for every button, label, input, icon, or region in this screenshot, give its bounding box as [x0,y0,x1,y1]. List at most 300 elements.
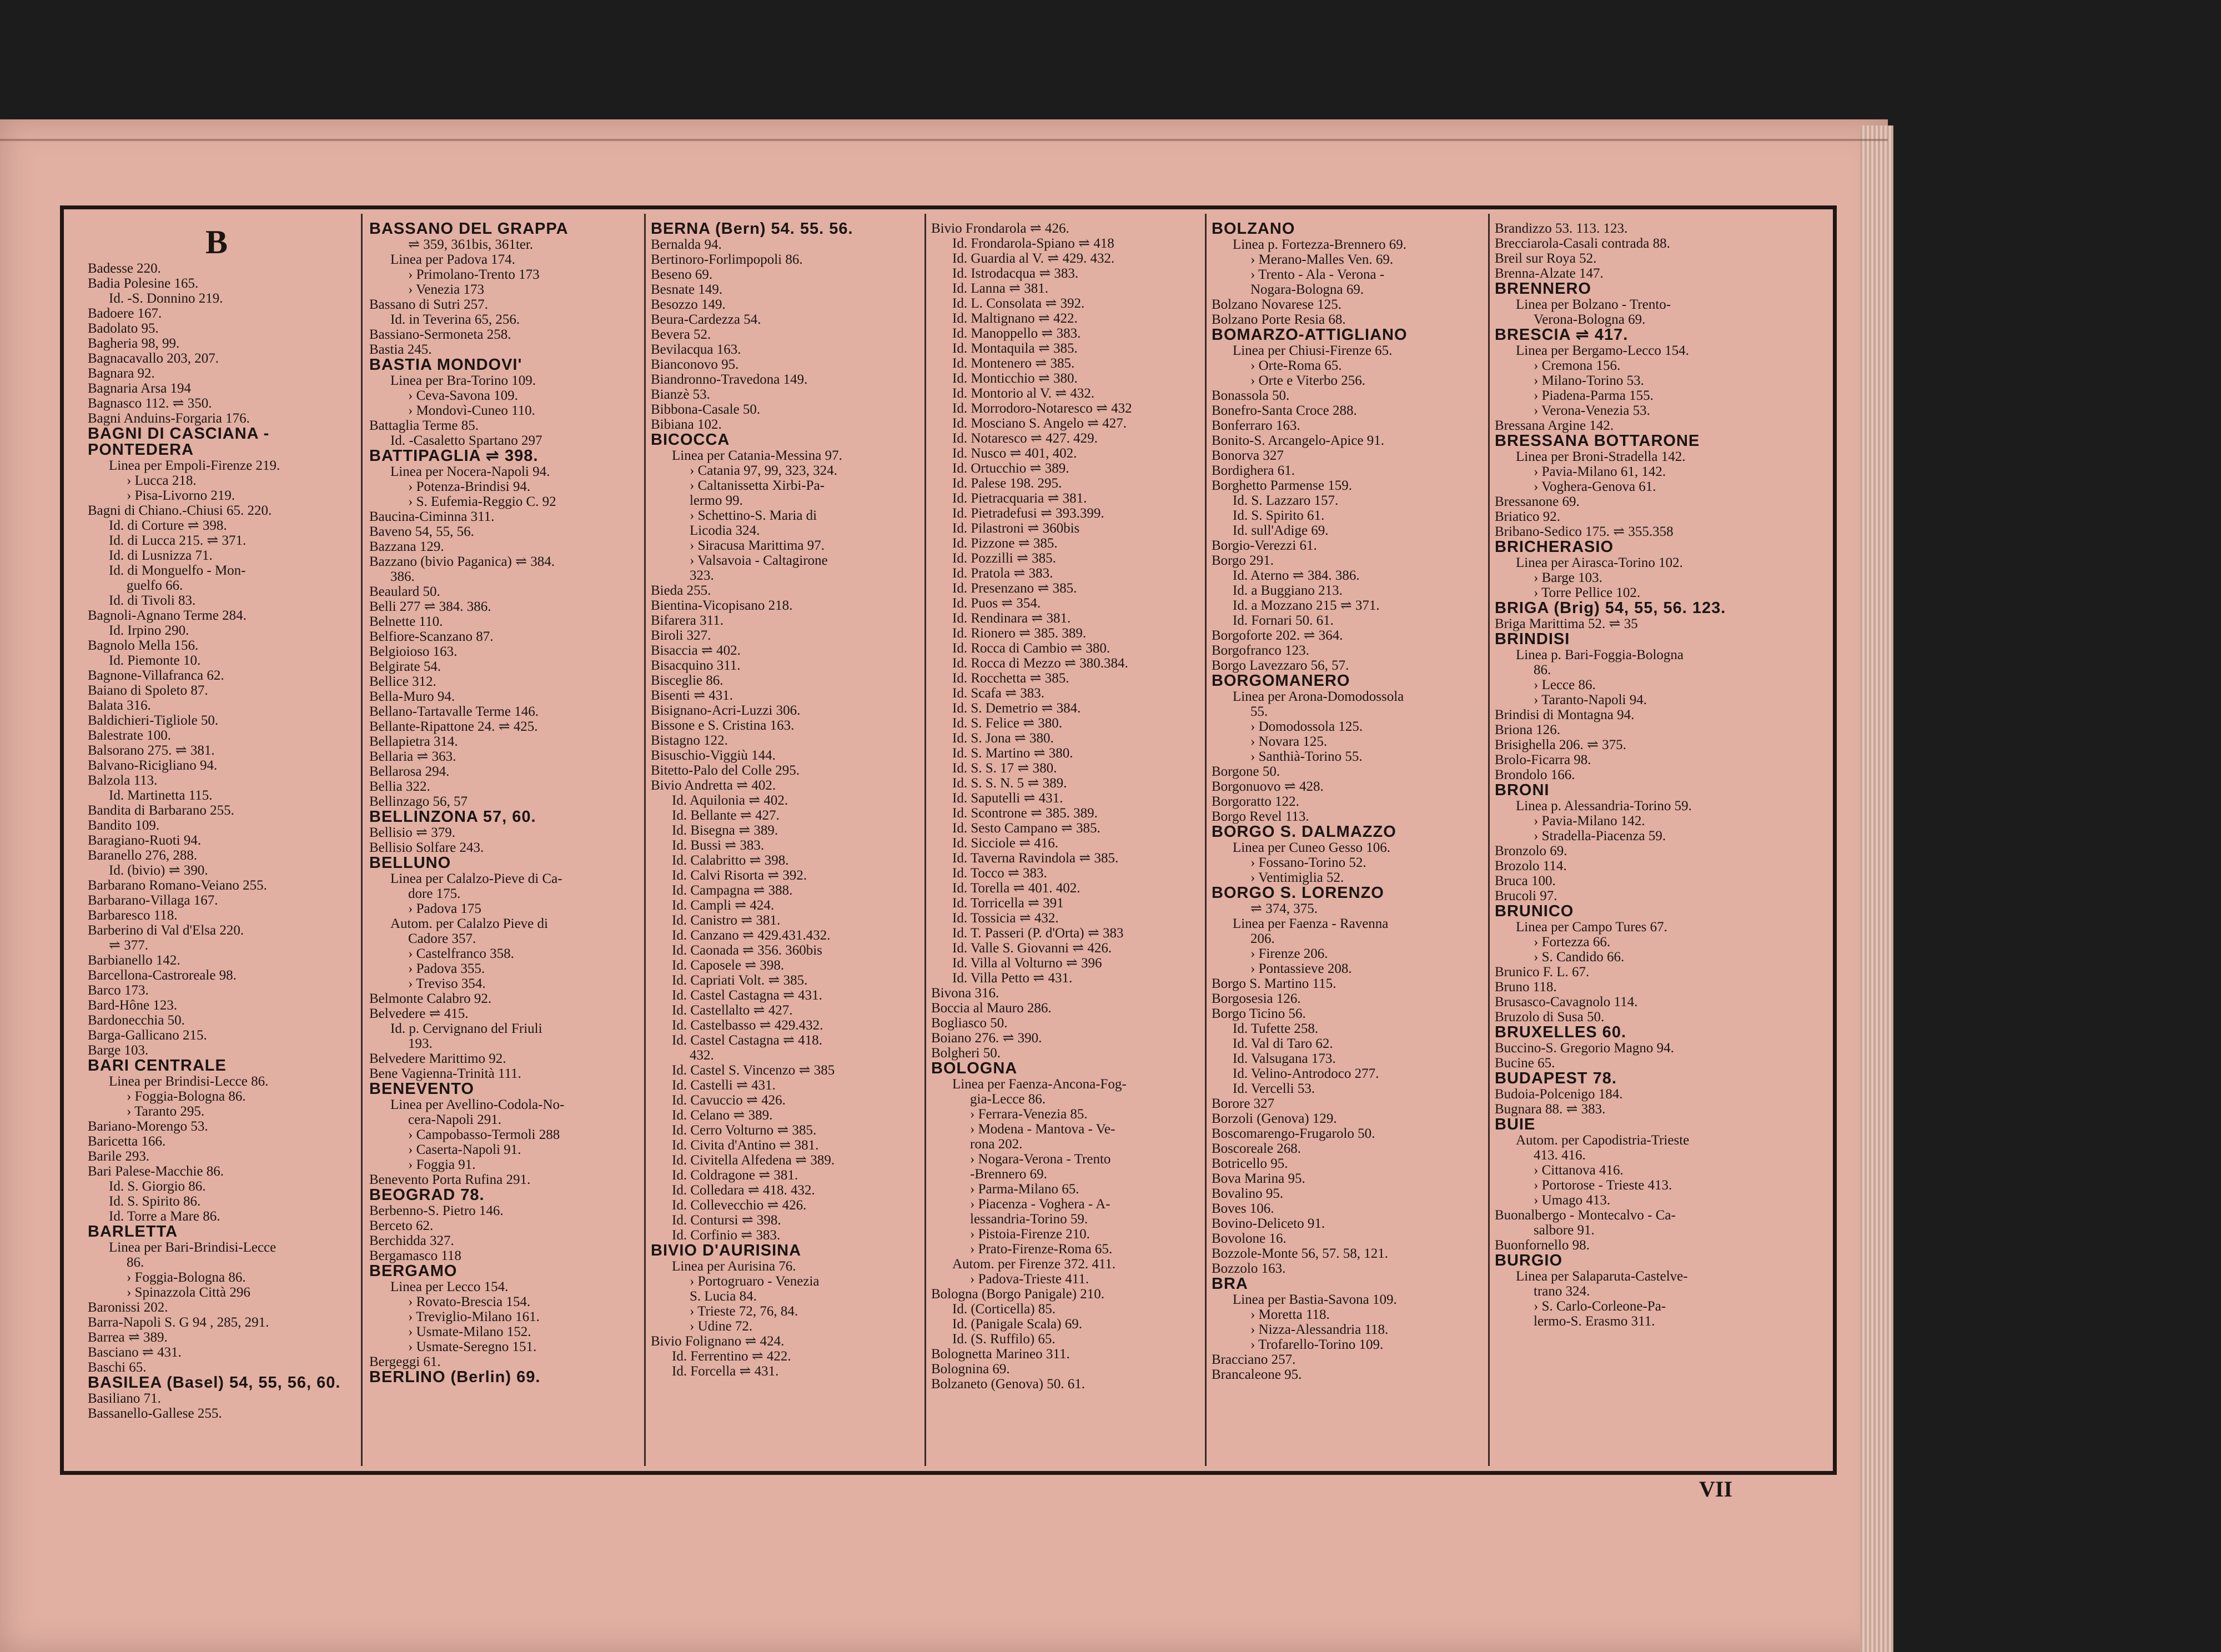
index-entry: › Campobasso-Termoli 288 [408,1127,560,1142]
index-entry: › Novara 125. [1250,734,1328,749]
index-entry: Barcellona-Castroreale 98. [88,968,237,983]
index-entry: Bagnasco 112. ⇌ 350. [88,396,212,411]
index-entry: Id. di Monguelfo - Mon- [109,563,246,578]
index-entry: Bergamasco 118 [369,1248,461,1263]
index-entry: Verona-Bologna 69. [1534,312,1646,327]
index-entry: › Taranto-Napoli 94. [1534,692,1647,707]
index-entry: Id. Pilastroni ⇌ 360bis [952,521,1080,536]
index-entry: › Modena - Mantova - Ve- [970,1122,1115,1137]
index-heading: BORGOMANERO [1212,673,1350,689]
index-entry: › Fossano-Torino 52. [1250,855,1366,870]
index-entry: Bivio Folignano ⇌ 424. [651,1334,785,1349]
index-entry: Nogara-Bologna 69. [1250,282,1364,297]
index-entry: 432. [690,1048,714,1063]
index-entry: Bassanello-Gallese 255. [88,1406,222,1421]
index-entry: Bivio Frondarola ⇌ 426. [931,221,1069,236]
index-entry: Id. Presenzano ⇌ 385. [952,581,1077,596]
index-entry: Id. Castel Castagna ⇌ 418. [672,1033,822,1048]
index-entry: Bissone e S. Cristina 163. [651,718,795,733]
index-entry: Bard-Hône 123. [88,998,178,1013]
index-entry: Baronissi 202. [88,1300,168,1315]
index-entry: Barbaresco 118. [88,908,178,923]
index-heading: BERLINO (Berlin) 69. [369,1369,541,1385]
index-entry: Linea per Bolzano - Trento- [1516,297,1671,312]
index-entry: lermo 99. [690,493,743,508]
page-top-rule [0,139,1888,141]
index-heading: BRONI [1495,782,1550,799]
index-entry: › Usmate-Seregno 151. [408,1339,537,1354]
index-entry: Boccia al Mauro 286. [931,1001,1052,1016]
index-entry: ⇌ 377. [109,938,148,953]
index-entry: Id. Taverna Ravindola ⇌ 385. [952,851,1119,866]
index-entry: Id. S. Lazzaro 157. [1233,493,1339,508]
index-entry: Id. -Casaletto Spartano 297 [390,433,542,448]
index-entry: Brancaleone 95. [1212,1367,1302,1382]
index-entry: Id. Villa Petto ⇌ 431. [952,971,1073,986]
index-entry: Id. Castel Castagna ⇌ 431. [672,988,822,1003]
index-entry: Linea per Salaparuta-Castelve- [1516,1269,1688,1284]
index-entry: Budoia-Polcenigo 184. [1495,1087,1623,1102]
index-entry: Biroli 327. [651,628,711,643]
index-entry: lessandria-Torino 59. [970,1212,1088,1227]
index-entry: Brolo-Ficarra 98. [1495,752,1591,767]
index-entry: trano 324. [1534,1284,1590,1299]
index-heading: BRINDISI [1495,631,1570,647]
index-heading: BASSANO DEL GRAPPA [369,221,569,237]
index-entry: Id. (Corticella) 85. [952,1302,1056,1317]
index-entry: Linea per Cuneo Gesso 106. [1233,840,1390,855]
index-entry: Autom. per Firenze 372. 411. [952,1257,1116,1272]
index-entry: Barco 173. [88,983,149,998]
index-entry: Bugnara 88. ⇌ 383. [1495,1102,1606,1117]
index-entry: Id. Cerro Volturno ⇌ 385. [672,1123,817,1138]
index-entry: rona 202. [970,1137,1023,1152]
index-entry: › Lecce 86. [1534,677,1596,692]
index-entry: Id. Civita d'Antino ⇌ 381. [672,1138,819,1153]
index-entry: S. Lucia 84. [690,1289,757,1304]
index-entry: Badia Polesine 165. [88,276,199,291]
index-entry: Bernalda 94. [651,237,722,252]
index-entry: 386. [390,569,415,584]
index-heading: BERGAMO [369,1263,458,1279]
index-entry: Linea per Padova 174. [390,252,515,267]
index-entry: › Parma-Milano 65. [970,1182,1079,1197]
index-entry: Id. Sesto Campano ⇌ 385. [952,821,1101,836]
index-entry: › Pisa-Livorno 219. [127,488,235,503]
index-entry: Bolognetta Marineo 311. [931,1347,1070,1362]
index-entry: Bertinoro-Forlimpopoli 86. [651,252,803,267]
index-entry: Borgofranco 123. [1212,643,1309,658]
index-entry: Bolzano Porte Resia 68. [1212,312,1346,327]
index-entry: Borgo 291. [1212,553,1274,568]
index-entry: Boscoreale 268. [1212,1141,1302,1156]
index-entry: Bazzana 129. [369,539,444,554]
index-entry: › Firenze 206. [1250,946,1328,961]
index-heading: BRUXELLES 60. [1495,1025,1626,1041]
index-entry: Bozzole-Monte 56, 57. 58, 121. [1212,1246,1389,1261]
index-entry: › Ventimiglia 52. [1250,870,1344,885]
column-separator [361,214,363,1466]
index-entry: › Castelfranco 358. [408,946,514,961]
index-entry: Bucine 65. [1495,1056,1555,1071]
index-entry: Id. T. Passeri (P. d'Orta) ⇌ 383 [952,926,1124,941]
index-entry: Beaulard 50. [369,584,440,599]
index-entry: Beura-Cardezza 54. [651,312,761,327]
index-entry: Brandizzo 53. 113. 123. [1495,221,1628,236]
index-column-4 [931,221,1203,1465]
index-entry: Bagni di Chiano.-Chiusi 65. 220. [88,503,272,518]
index-entry: Briatico 92. [1495,509,1561,524]
index-entry: Belvedere Marittimo 92. [369,1051,506,1066]
index-entry: Buonfornello 98. [1495,1238,1590,1253]
index-entry: 86. [127,1255,144,1270]
index-entry: Bova Marina 95. [1212,1171,1305,1186]
index-entry: ⇌ 359, 361bis, 361ter. [408,237,534,252]
index-entry: › Milano-Torino 53. [1534,373,1644,388]
index-entry: Baricetta 166. [88,1134,166,1149]
index-entry: › Ceva-Savona 109. [408,388,518,403]
index-entry: Id. in Teverina 65, 256. [390,312,520,327]
index-entry: Id. S. Giorgio 86. [109,1179,206,1194]
index-entry: Id. Frondarola-Spiano ⇌ 418 [952,236,1114,251]
index-entry: Brozolo 114. [1495,858,1567,873]
index-entry: Id. Mosciano S. Angelo ⇌ 427. [952,416,1127,431]
index-entry: Id. Civitella Alfedena ⇌ 389. [672,1153,835,1168]
index-entry: Id. Ferrentino ⇌ 422. [672,1349,791,1364]
index-entry: › Trieste 72, 76, 84. [690,1304,798,1319]
index-entry: Baragiano-Ruoti 94. [88,833,202,848]
index-entry: Bellaria ⇌ 363. [369,749,456,764]
index-entry: Besozzo 149. [651,297,726,312]
index-heading: BUDAPEST 78. [1495,1071,1617,1087]
index-entry: Id. Monticchio ⇌ 380. [952,371,1078,386]
section-letter: B [205,224,228,260]
index-entry: Boves 106. [1212,1201,1274,1216]
index-entry: › Rovato-Brescia 154. [408,1294,531,1309]
index-entry: Id. Castelli ⇌ 431. [672,1078,776,1093]
index-entry: Id. Colledara ⇌ 418. 432. [672,1183,815,1198]
index-entry: Bellia 322. [369,779,430,794]
index-entry: Id. Scontrone ⇌ 385. 389. [952,806,1098,821]
index-entry: Id. Calabritto ⇌ 398. [672,853,789,868]
index-heading: BIVIO D'AURISINA [651,1243,802,1259]
index-entry: › Spinazzola Città 296 [127,1285,250,1300]
index-entry: › Foggia-Bologna 86. [127,1270,246,1285]
index-heading: BATTIPAGLIA ⇌ 398. [369,448,539,464]
index-entry: Bibbona-Casale 50. [651,402,761,417]
index-entry: Borgio-Verezzi 61. [1212,538,1317,553]
index-entry: Id. Torricella ⇌ 391 [952,896,1064,911]
index-entry: Bonito-S. Arcangelo-Apice 91. [1212,433,1385,448]
index-entry: Linea per Avellino-Codola-No- [390,1097,565,1112]
index-entry: › Trofarello-Torino 109. [1250,1337,1384,1352]
index-entry: Id. Pozzilli ⇌ 385. [952,551,1056,566]
index-entry: 86. [1534,662,1551,677]
index-entry: Brucoli 97. [1495,888,1557,903]
index-entry: Bellano-Tartavalle Terme 146. [369,704,539,719]
index-entry: Borore 327 [1212,1096,1275,1111]
index-entry: Baranello 276, 288. [88,848,198,863]
index-entry: Id. Ortucchio ⇌ 389. [952,461,1069,476]
index-entry: Id. Pietradefusi ⇌ 393.399. [952,506,1104,521]
index-entry: Borgosesia 126. [1212,991,1301,1006]
index-entry: › Nizza-Alessandria 118. [1250,1322,1389,1337]
index-entry: › Prato-Firenze-Roma 65. [970,1242,1113,1257]
index-entry: Barile 293. [88,1149,150,1164]
index-entry: › Schettino-S. Maria di [690,508,817,523]
index-entry: › Padova 355. [408,961,485,976]
index-entry: Barbarano-Villaga 167. [88,893,218,908]
index-entry: Id. Pietracquaria ⇌ 381. [952,491,1087,506]
index-entry: Id. S. S. N. 5 ⇌ 389. [952,776,1067,791]
index-entry: Id. Morrodoro-Notaresco ⇌ 432 [952,401,1132,416]
index-entry: lermo-S. Erasmo 311. [1534,1314,1655,1329]
index-entry: Badesse 220. [88,261,161,276]
index-entry: Linea per Faenza - Ravenna [1233,916,1389,931]
index-entry: Berbenno-S. Pietro 146. [369,1203,504,1218]
index-entry: Bergeggi 61. [369,1354,441,1369]
index-entry: Id. Montaquila ⇌ 385. [952,341,1078,356]
index-entry: Bellapietra 314. [369,734,458,749]
index-entry: Id. Istrodacqua ⇌ 383. [952,266,1079,281]
index-entry: Linea per Calalzo-Pieve di Ca- [390,871,562,886]
index-entry: Bella-Muro 94. [369,689,455,704]
index-entry: Linea p. Alessandria-Torino 59. [1516,799,1692,814]
index-heading: BOMARZO-ATTIGLIANO [1212,327,1408,343]
index-entry: Bandita di Barbarano 255. [88,803,234,818]
index-entry: Id. Rocca di Mezzo ⇌ 380.384. [952,656,1128,671]
index-entry: Barga-Gallicano 215. [88,1028,207,1043]
index-entry: Id. Celano ⇌ 389. [672,1108,773,1123]
index-heading: BUIE [1495,1117,1536,1133]
index-heading: BARLETTA [88,1224,178,1240]
index-entry: › S. Candido 66. [1534,950,1625,965]
index-entry: Brisighella 206. ⇌ 375. [1495,737,1626,752]
index-entry: › Orte e Viterbo 256. [1250,373,1366,388]
index-entry: Id. Fornari 50. 61. [1233,613,1334,628]
index-entry: Bandito 109. [88,818,160,833]
index-entry: Bagnacavallo 203, 207. [88,351,219,366]
index-entry: Id. di Lucca 215. ⇌ 371. [109,533,247,548]
column-separator [644,214,646,1466]
index-entry: Linea per Faenza-Ancona-Fog- [952,1077,1127,1092]
index-entry: Bistagno 122. [651,733,728,748]
page-edge [1860,125,1893,1652]
index-entry: Bagnoli-Agnano Terme 284. [88,608,247,623]
index-entry: Buccino-S. Gregorio Magno 94. [1495,1041,1674,1056]
index-entry: Bressana Argine 142. [1495,418,1614,433]
index-entry: Bolognina 69. [931,1362,1010,1377]
index-entry: Belfiore-Scanzano 87. [369,629,494,644]
index-entry: Bagnolo Mella 156. [88,638,199,653]
index-entry: Linea p. Bari-Foggia-Bologna [1516,647,1684,662]
index-entry: Id. di Lusnizza 71. [109,548,213,563]
index-entry: Balata 316. [88,698,151,713]
index-entry: Id. Canistro ⇌ 381. [672,913,781,928]
index-entry: Id. p. Cervignano del Friuli [390,1021,542,1036]
index-entry: Brenna-Alzate 147. [1495,266,1604,281]
index-entry: Borgone 50. [1212,764,1280,779]
index-entry: Bevera 52. [651,327,711,342]
index-entry: Linea per Bastia-Savona 109. [1233,1292,1397,1307]
index-entry: Id. Manoppello ⇌ 383. [952,326,1081,341]
index-entry: Bribano-Sedico 175. ⇌ 355.358 [1495,524,1674,539]
index-entry: Id. Collevecchio ⇌ 426. [672,1198,807,1213]
index-entry: › Voghera-Genova 61. [1534,479,1656,494]
index-heading: BAGNI DI CASCIANA - [88,426,270,442]
index-entry: Linea per Bari-Brindisi-Lecce [109,1240,277,1255]
index-entry: Bruzolo di Susa 50. [1495,1010,1605,1025]
index-entry: › Pavia-Milano 61, 142. [1534,464,1666,479]
index-heading: BURGIO [1495,1253,1562,1269]
index-entry: Borgo Ticino 56. [1212,1006,1306,1021]
index-entry: › Moretta 118. [1250,1307,1330,1322]
index-heading: BRESSANA BOTTARONE [1495,433,1700,449]
index-entry: Bassano di Sutri 257. [369,297,488,312]
index-entry: › Cremona 156. [1534,358,1621,373]
index-entry: › Caserta-Napoli 91. [408,1142,521,1157]
index-entry: Id. (Panigale Scala) 69. [952,1317,1082,1332]
index-entry: Bene Vagienna-Trinità 111. [369,1066,521,1081]
index-entry: ⇌ 374, 375. [1250,901,1318,916]
index-entry: Barbarano Romano-Veiano 255. [88,878,267,893]
index-entry: Linea per Empoli-Firenze 219. [109,458,280,473]
index-entry: › S. Eufemia-Reggio C. 92 [408,494,556,509]
index-entry: Id. a Buggiano 213. [1233,583,1343,598]
index-entry: Id. Notaresco ⇌ 427. 429. [952,431,1098,446]
page-number: VII [1699,1477,1733,1502]
index-entry: › Lucca 218. [127,473,197,488]
index-heading: BOLZANO [1212,221,1295,237]
index-heading: BRUNICO [1495,903,1574,920]
index-entry: › Catania 97, 99, 323, 324. [690,463,837,478]
index-entry: › Pistoia-Firenze 210. [970,1227,1090,1242]
column-separator [1488,214,1490,1466]
index-entry: › Portogruaro - Venezia [690,1274,820,1289]
index-entry: Bariano-Morengo 53. [88,1119,208,1134]
index-entry: Brunico F. L. 67. [1495,965,1590,980]
index-entry: Id. Tocco ⇌ 383. [952,866,1047,881]
index-entry: Bovino-Deliceto 91. [1212,1216,1325,1231]
index-entry: › Santhià-Torino 55. [1250,749,1363,764]
index-entry: Id. Nusco ⇌ 401, 402. [952,446,1077,461]
index-heading: BRENNERO [1495,281,1591,297]
index-entry: Bastia 245. [369,342,432,357]
index-entry: Id. Rendinara ⇌ 381. [952,611,1071,626]
index-entry: Bellinzago 56, 57 [369,794,468,809]
index-entry: Basciano ⇌ 431. [88,1345,182,1360]
index-entry: › Domodossola 125. [1250,719,1363,734]
index-entry: Bracciano 257. [1212,1352,1296,1367]
index-entry: Id. Rocchetta ⇌ 385. [952,671,1069,686]
index-heading: BORGO S. LORENZO [1212,885,1384,901]
index-entry: guelfo 66. [127,578,183,593]
index-entry: Id. Piemonte 10. [109,653,201,668]
index-heading: BRA [1212,1276,1248,1292]
index-entry: Id. Corfinio ⇌ 383. [672,1228,781,1243]
index-entry: Id. S. S. 17 ⇌ 380. [952,761,1057,776]
index-entry: › Valsavoia - Caltagirone [690,553,828,568]
index-entry: Basiliano 71. [88,1391,161,1406]
index-entry: Id. Aquilonia ⇌ 402. [672,793,788,808]
index-entry: Id. Martinetta 115. [109,788,213,803]
index-entry: Beseno 69. [651,267,713,282]
index-entry: › Pontassieve 208. [1250,961,1352,976]
index-entry: Id. S. Jona ⇌ 380. [952,731,1054,746]
index-entry: Barge 103. [88,1043,149,1058]
index-entry: salbore 91. [1534,1223,1595,1238]
index-entry: Bruno 118. [1495,980,1557,995]
index-entry: › Cittanova 416. [1534,1163,1624,1178]
index-entry: Linea per Aurisina 76. [672,1259,796,1274]
index-entry: Boscomarengo-Frugarolo 50. [1212,1126,1375,1141]
index-entry: Id. Scafa ⇌ 383. [952,686,1045,701]
index-entry: Balzola 113. [88,773,158,788]
index-entry: 413. 416. [1534,1148,1586,1163]
index-entry: › Foggia 91. [408,1157,476,1172]
index-entry: Id. Lanna ⇌ 381. [952,281,1048,296]
index-entry: › Potenza-Brindisi 94. [408,479,531,494]
index-heading: BORGO S. DALMAZZO [1212,824,1396,840]
index-heading: PONTEDERA [88,442,194,458]
index-entry: Autom. per Capodistria-Trieste [1516,1133,1690,1148]
index-entry: › Pavia-Milano 142. [1534,814,1645,828]
index-entry: Linea per Chiusi-Firenze 65. [1233,343,1393,358]
index-entry: Belnette 110. [369,614,443,629]
index-entry: Linea per Bergamo-Lecco 154. [1516,343,1689,358]
index-column-1 [88,261,360,1505]
index-entry: Bronzolo 69. [1495,843,1567,858]
index-entry: › Venezia 173 [408,282,484,297]
index-entry: › Ferrara-Venezia 85. [970,1107,1088,1122]
index-entry: Linea per Nocera-Napoli 94. [390,464,550,479]
index-entry: Bisceglie 86. [651,673,723,688]
index-entry: › Usmate-Milano 152. [408,1324,531,1339]
index-entry: Belgirate 54. [369,659,441,674]
index-entry: Id. Canzano ⇌ 429.431.432. [672,928,831,943]
index-entry: Bifarera 311. [651,613,723,628]
index-entry: Badoere 167. [88,306,162,321]
index-entry: Bellarosa 294. [369,764,450,779]
index-entry: Bivona 316. [931,986,999,1001]
index-entry: Balestrate 100. [88,728,171,743]
index-entry: Bonefro-Santa Croce 288. [1212,403,1357,418]
index-entry: Id. Velino-Antrodoco 277. [1233,1066,1379,1081]
index-entry: › Stradella-Piacenza 59. [1534,828,1666,843]
index-entry: Balvano-Ricigliano 94. [88,758,218,773]
index-entry: Id. di Tivoli 83. [109,593,196,608]
index-entry: Bisenti ⇌ 431. [651,688,733,703]
index-entry: Id. S. Martino ⇌ 380. [952,746,1073,761]
index-entry: Baucina-Ciminna 311. [369,509,495,524]
index-entry: › Verona-Venezia 53. [1534,403,1650,418]
index-entry: Barra-Napoli S. G 94 , 285, 291. [88,1315,269,1330]
index-entry: Belvedere ⇌ 415. [369,1006,469,1021]
index-entry: Briona 126. [1495,722,1561,737]
index-entry: -Brennero 69. [970,1167,1047,1182]
index-entry: › Piacenza - Voghera - A- [970,1197,1110,1212]
index-entry: Bologna (Borgo Panigale) 210. [931,1287,1104,1302]
index-entry: Bogliasco 50. [931,1016,1008,1031]
index-entry: 206. [1250,931,1275,946]
index-entry: › Trento - Ala - Verona - [1250,267,1385,282]
index-entry: Id. Bellante ⇌ 427. [672,808,780,823]
index-heading: BASTIA MONDOVI' [369,357,522,373]
index-entry: Brindisi di Montagna 94. [1495,707,1635,722]
index-heading: BERNA (Bern) 54. 55. 56. [651,221,853,237]
index-entry: Id. L. Consolata ⇌ 392. [952,296,1085,311]
index-entry: Besnate 149. [651,282,723,297]
